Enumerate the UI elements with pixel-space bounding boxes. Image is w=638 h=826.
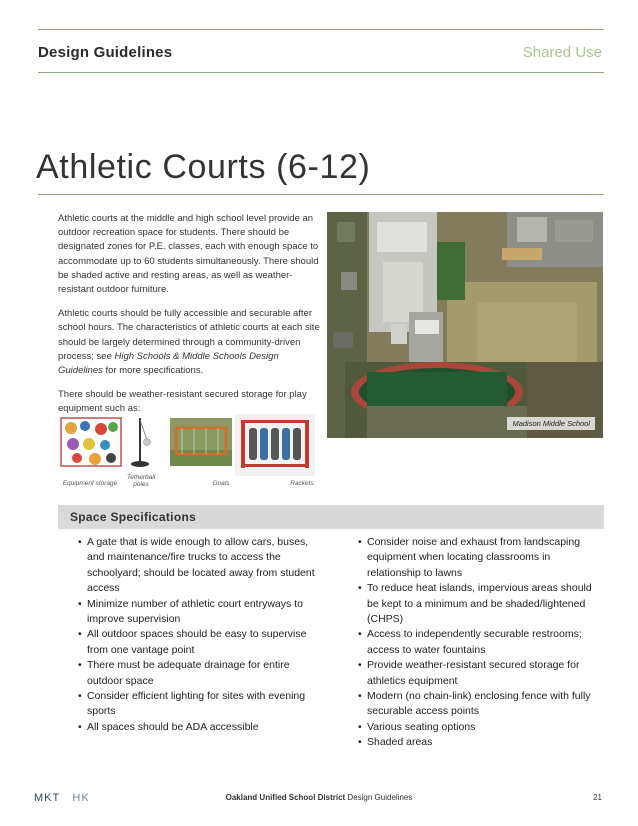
intro-text bbox=[58, 212, 322, 427]
tetherball-pole-image bbox=[125, 414, 155, 468]
list-item: • Consider noise and exhaust from landscaping equipment when locating classrooms in relationship to lawns bbox=[358, 535, 598, 581]
list-item: • Access to independently securable restrooms; access to water fountains bbox=[358, 627, 598, 658]
list-item: • Various seating options bbox=[358, 720, 598, 735]
goals-image bbox=[170, 414, 232, 468]
list-item: • There must be adequate drainage for entire outdoor space bbox=[78, 658, 318, 689]
aerial-map-graphic bbox=[327, 212, 603, 438]
list-item: • Minimize number of athletic court entryways to improve supervision bbox=[78, 597, 318, 628]
list-item: • A gate that is wide enough to allow cars, buses, and maintenance/fire trucks to access the schoolyard; should be located away from student access bbox=[78, 535, 318, 597]
logo-part-b: HK bbox=[72, 792, 90, 804]
equipment-storage-label: Equipment storage bbox=[62, 480, 118, 487]
header-top-rule bbox=[38, 29, 604, 30]
intro-paragraph-3: There should be weather-resistant secured storage for play equipment such as: bbox=[58, 389, 307, 415]
guidelines-reference: High Schools & Middle Schools Design Guidelines bbox=[58, 350, 279, 377]
space-specifications-header bbox=[58, 505, 604, 529]
logo-part-a: MKT bbox=[34, 792, 61, 804]
goals-graphic bbox=[170, 414, 232, 468]
equipment-storage-graphic bbox=[59, 414, 123, 468]
category-header: Shared Use bbox=[522, 44, 602, 61]
aerial-map-image bbox=[327, 212, 603, 438]
page-title: Athletic Courts (6-12) bbox=[36, 148, 371, 186]
rackets-graphic bbox=[235, 414, 315, 476]
page-number: 21 bbox=[593, 793, 602, 802]
specs-right-list bbox=[358, 535, 598, 751]
goals-label: Goals bbox=[212, 480, 230, 487]
list-item: • Provide weather-resistant secured storage for athletics equipment bbox=[358, 658, 598, 689]
list-item: • Modern (no chain-link) enclosing fence with fully securable access points bbox=[358, 689, 598, 720]
section-header: Design Guidelines bbox=[38, 44, 173, 61]
list-item: • Consider efficient lighting for sites with evening sports bbox=[78, 689, 318, 720]
footer-title bbox=[0, 793, 638, 802]
tetherball-pole-graphic bbox=[125, 414, 155, 468]
footer-doc: Design Guidelines bbox=[345, 793, 413, 802]
intro-p2-after: for more specifications. bbox=[102, 365, 204, 377]
map-caption: Madison Middle School bbox=[507, 417, 595, 430]
title-rule bbox=[38, 194, 604, 195]
list-item: • Shaded areas bbox=[358, 735, 598, 750]
intro-paragraph-2 bbox=[58, 307, 322, 378]
intro-paragraph-1: Athletic courts at the middle and high school level provide an outdoor recreation space for students. There should be designated zones for P.E. classes, each with enough space to accommodate up to 60 students simultaneously. There should be shaded active and resting areas, as well as weather-resistant outdoor furniture. bbox=[58, 213, 319, 296]
header-bottom-rule bbox=[38, 72, 604, 73]
list-item: • All spaces should be ADA accessible bbox=[78, 720, 318, 735]
rackets-image bbox=[235, 414, 315, 476]
list-item: • All outdoor spaces should be easy to supervise from one vantage point bbox=[78, 627, 318, 658]
footer-org: Oakland Unified School District bbox=[225, 793, 346, 802]
tetherball-poles-label: Tetherball poles bbox=[126, 474, 156, 488]
specs-left-list bbox=[78, 535, 318, 735]
list-item: • To reduce heat islands, impervious areas should be kept to a minimum and be shaded/lightened (CHPS) bbox=[358, 581, 598, 627]
intro-p2-before: Athletic courts should be fully accessible and securable after school hours. The characteristics of athletic courts at each site should be largely determined through a community-driven process; see bbox=[58, 308, 320, 362]
rackets-label: Rackets bbox=[290, 480, 314, 487]
equipment-storage-image bbox=[59, 414, 123, 468]
space-specifications-title: Space Specifications bbox=[70, 510, 197, 524]
